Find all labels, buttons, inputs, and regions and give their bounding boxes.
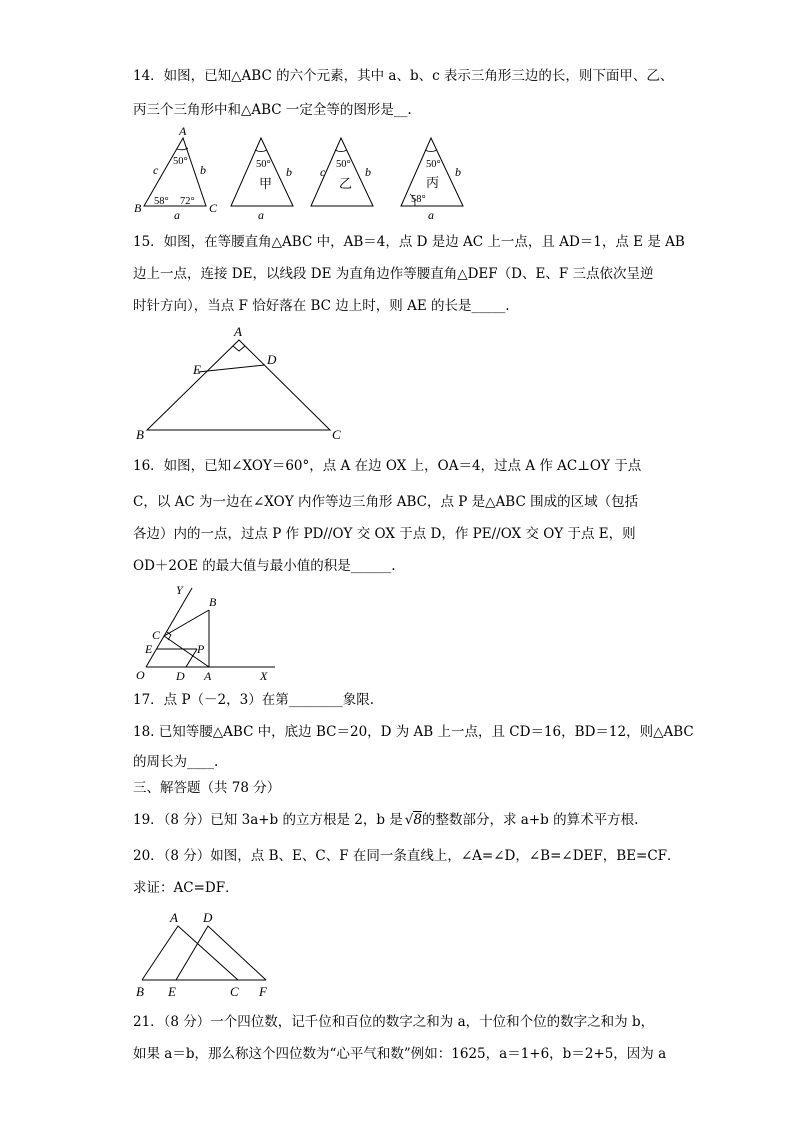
label-A: A [179,124,187,138]
label-E: E [145,642,153,656]
triangle-def [176,926,266,980]
label-b: b [286,165,292,179]
angle-label: 50° [256,159,271,170]
label-b: b [455,165,461,179]
label-A: A [170,910,178,925]
label-C: C [209,201,218,215]
label-c: c [320,165,326,179]
triangle-name: 乙 [339,176,353,191]
angle-B-label: 58° [154,196,169,207]
triangle-name: 甲 [259,176,273,191]
segment-de [198,365,265,372]
section-header: 三、解答题（共 78 分） [133,780,281,796]
label-A: A [204,669,212,683]
q20-figure [130,908,280,1000]
label-C: C [152,628,161,642]
q19-text [133,810,638,830]
q19-post: 的整数部分，求 a+b 的算术平方根. [422,812,639,828]
label-Y: Y [176,583,183,597]
q19-pre: 19．（8 分）已知 3a+b 的立方根是 2，b 是 [133,812,403,828]
label-O: O [136,668,145,682]
angle-label-top: 50° [426,159,441,170]
triangle-name: 丙 [426,175,440,190]
angle-A-label: 50° [173,156,188,167]
label-b: b [200,163,206,177]
q20-line2: 求证：AC=DF． [133,880,239,896]
q18-line1: 18. 已知等腰△ABC 中，底边 BC＝20，D 为 AB 上一点，且 CD＝16，BD＝12，则△ABC [133,724,694,740]
triangle-abc [142,926,238,980]
sqrt-symbol: √8 [404,812,422,828]
triangle-bing [401,138,463,220]
label-C: C [230,984,239,999]
triangle-yi [311,138,373,206]
q15-figure [130,322,350,444]
label-D: D [203,910,213,925]
q14-line2: 丙三个三角形中和△ABC 一定全等的图形是__. [133,102,412,118]
triangle-jia [231,138,293,220]
angle-C-label: 72° [180,196,195,207]
q15-line2: 边上一点，连接 DE，以线段 DE 为直角边作等腰直角△DEF（D、E、F 三点依次呈逆 [133,266,654,282]
label-B: B [134,201,142,215]
q16-line1: 16．如图，已知∠XOY＝60°，点 A 在边 OX 上，OA＝4，过点 A 作 AC⊥OY 于点 [133,458,642,474]
triangle-abc [134,124,218,220]
label-a: a [174,208,180,220]
q14-line1: 14．如图，已知△ABC 的六个元素，其中 a、b、c 表示三角形三边的长，则下面甲、乙、 [133,68,674,84]
label-F: F [259,984,267,999]
q16-figure [130,582,280,684]
right-angle-mark [233,346,245,351]
label-D: D [176,669,185,683]
triangle-abc [147,340,330,430]
label-C: C [332,427,341,442]
segment-cb [164,610,209,636]
q16-line2: C，以 AC 为一边在∠XOY 内作等边三角形 ABC，点 P 是△ABC 围成的区域（包括 [133,494,639,510]
q20-line1: 20．（8 分）如图，点 B、E、C、F 在同一条直线上，∠A=∠D，∠B=∠DEF，BE=CF． [133,848,681,864]
label-a: a [428,208,434,220]
label-X: X [260,669,268,683]
q21-line2: 如果 a＝b，那么称这个四位数为“心平气和数”例如：1625，a＝1+6，b＝2+5，因为 a [133,1046,667,1062]
q17-text: 17．点 P（－2，3）在第________象限. [133,692,375,708]
angle-label-bottom: 58° [411,194,426,205]
label-B: B [136,984,144,999]
q15-line1: 15．如图，在等腰直角△ABC 中，AB＝4，点 D 是边 AC 上一点，且 AD＝1，点 E 是 AB [133,234,685,250]
q15-line3: 时针方向），当点 F 恰好落在 BC 边上时，则 AE 的长是_____. [133,298,510,314]
label-c: c [153,163,159,177]
angle-label: 50° [336,159,351,170]
label-B: B [136,427,144,442]
label-E: E [168,984,176,999]
q16-line3: 各边）内的一点，过点 P 作 PD//OY 交 OX 于点 D，作 PE//OX 交 OY 于点 E，则 [133,526,636,542]
label-B: B [209,595,217,609]
label-b: b [365,165,371,179]
label-P: P [197,642,205,656]
label-D: D [267,352,277,367]
label-E: E [193,362,201,377]
radicand: 8 [413,812,422,828]
q21-line1: 21．（8 分）一个四位数，记千位和百位的数字之和为 a，十位和个位的数字之和为 b， [133,1014,655,1030]
q14-figure [128,124,473,220]
label-a: a [258,208,264,220]
q16-line4: OD＋2OE 的最大值与最小值的积是______. [133,558,396,574]
label-A: A [234,324,242,339]
q18-line2: 的周长为____. [133,754,219,770]
